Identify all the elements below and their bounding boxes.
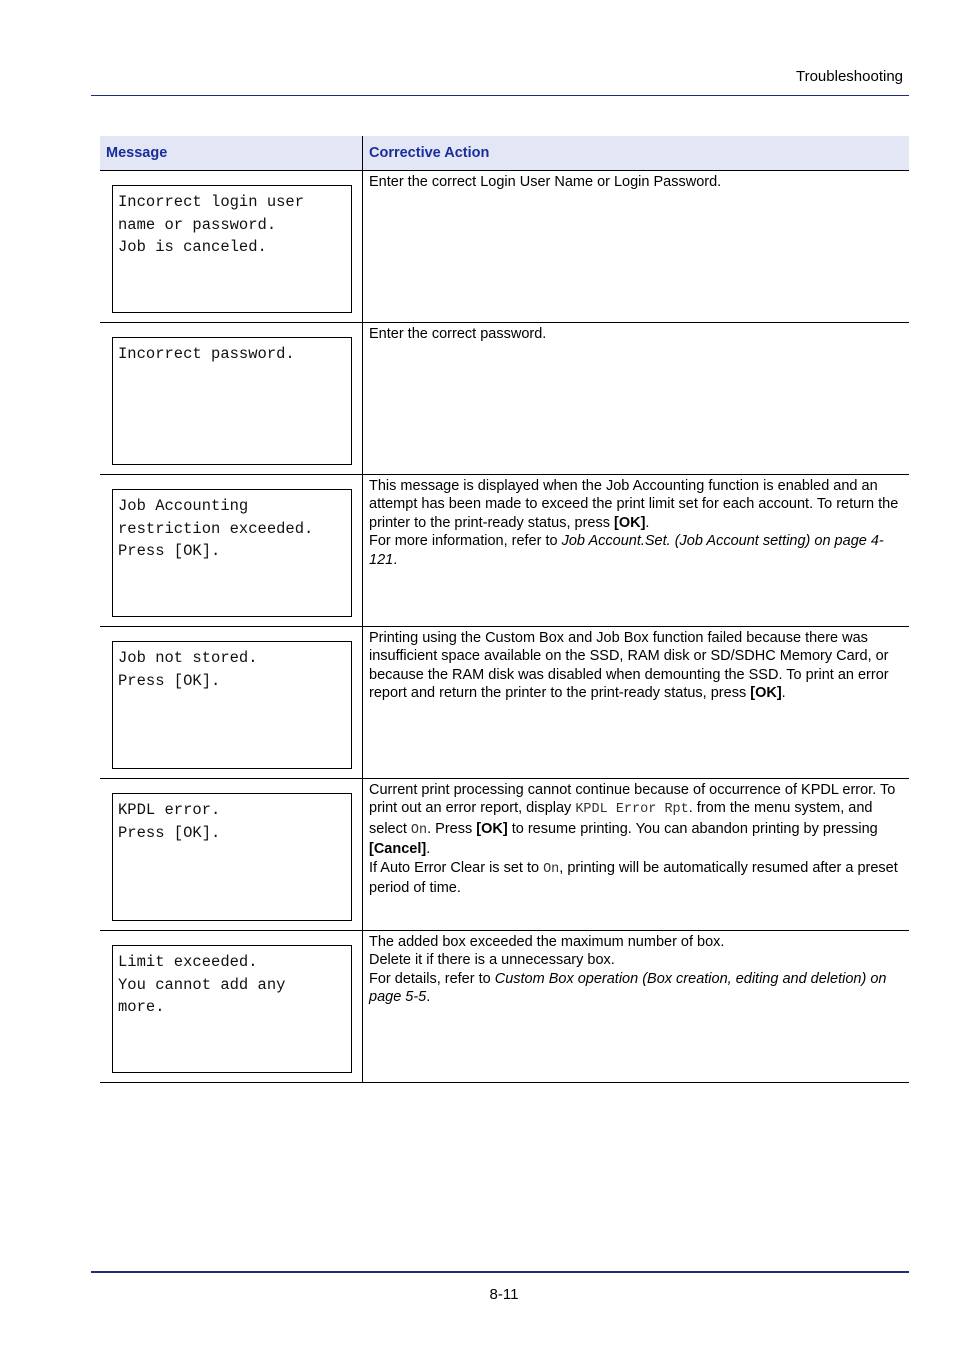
action-cell [363, 475, 909, 626]
action-text: The added box exceeded the maximum number of box. [369, 934, 725, 950]
message-cell [100, 475, 363, 626]
action-text [369, 859, 903, 898]
table-row [100, 627, 909, 779]
action-text: Enter the correct password. [369, 326, 547, 342]
ok-key-reference: [OK] [750, 685, 782, 702]
action-text-span: For details, refer to [369, 970, 495, 987]
action-text-span: Current print processing cannot continue because of occurrence of KPDL error. To print out an error report, display [369, 782, 896, 817]
lcd-message-display: KPDL error. Press [OK]. [112, 793, 352, 921]
column-header-action: Corrective Action [369, 145, 490, 161]
action-text-span: to resume printing. You can abandon printing by pressing [507, 820, 878, 837]
column-header-message: Message [100, 136, 363, 170]
action-text: Enter the correct Login User Name or Login Password. [369, 174, 722, 190]
action-text: Delete it if there is a unnecessary box. [369, 952, 615, 969]
lcd-message-display: Job Accounting restriction exceeded. Press [OK]. [112, 489, 352, 617]
action-cell [363, 931, 909, 1082]
action-text-span: , printing will be automatically resumed after a preset period of time. [369, 859, 898, 897]
lcd-message-display: Incorrect password. [112, 337, 352, 465]
action-cell [363, 627, 909, 778]
reference-text [369, 970, 903, 1007]
action-text-span: . [426, 841, 431, 858]
action-text [369, 477, 903, 532]
table-row [100, 323, 909, 475]
running-header: Troubleshooting [795, 68, 903, 85]
lcd-message-display: Incorrect login user name or password. Job is canceled. [112, 185, 352, 313]
action-text-span: . [781, 685, 786, 702]
table-header [100, 136, 909, 171]
cross-reference-link[interactable]: Job Account.Set. (Job Account setting) on page 4-121 [369, 533, 884, 568]
table-row [100, 171, 909, 323]
ok-key-reference: [OK] [476, 820, 508, 837]
cross-reference-link[interactable]: Custom Box operation (Box creation, editing and deletion) on page 5-5 [369, 970, 887, 1006]
header-rule [91, 95, 909, 96]
menu-value-reference: On [543, 861, 560, 877]
action-text-span: . [645, 514, 650, 531]
reference-text [369, 532, 903, 569]
action-text-span: . Press [427, 820, 477, 837]
menu-value-reference: On [410, 822, 428, 838]
message-cell [100, 171, 363, 322]
footer-rule [91, 1271, 909, 1273]
ok-key-reference: [OK] [614, 514, 646, 531]
table-row [100, 475, 909, 627]
message-cell [100, 323, 363, 474]
action-text-span: For more information, refer to [369, 533, 562, 550]
table-row [100, 779, 909, 931]
action-text-span: . [426, 989, 431, 1006]
action-text [369, 629, 903, 703]
lcd-message-display: Job not stored. Press [OK]. [112, 641, 352, 769]
error-message-table [100, 136, 909, 1083]
action-text [369, 781, 903, 859]
action-text-span: . from the menu system, and select [369, 800, 873, 837]
lcd-message-display: Limit exceeded. You cannot add any more. [112, 945, 352, 1073]
action-text-span: This message is displayed when the Job Accounting function is enabled and an attempt has been made to exceed the print limit set for each account. To return the printer to the print-ready status, press [369, 478, 899, 531]
message-cell [100, 627, 363, 778]
action-text-span: . [393, 551, 398, 568]
table-row [100, 931, 909, 1083]
action-cell [363, 779, 909, 930]
action-cell [363, 171, 909, 322]
action-cell [363, 323, 909, 474]
page-number: 8-11 [489, 1286, 519, 1303]
action-text-span: If Auto Error Clear is set to [369, 859, 544, 876]
message-cell [100, 779, 363, 930]
menu-item-reference: KPDL Error Rpt [575, 802, 689, 818]
cancel-key-reference: [Cancel] [369, 841, 427, 858]
action-text-span: Printing using the Custom Box and Job Box function failed because there was insufficient space available on the SSD, RAM disk or SD/SDHC Memory Card, or because the RAM disk was disabled when demounting the SSD. To print an error report and return the printer to the print-ready status, press [369, 630, 889, 702]
message-cell [100, 931, 363, 1082]
